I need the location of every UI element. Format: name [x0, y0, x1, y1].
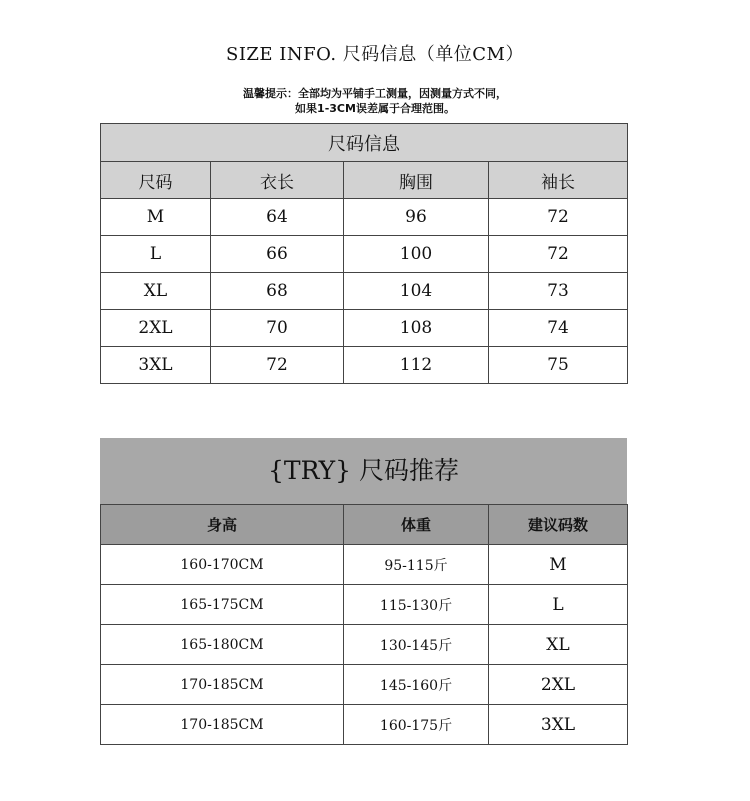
page-title: SIZE INFO. 尺码信息（单位CM）	[225, 44, 524, 65]
cell-sleeve: 72	[489, 236, 628, 273]
table-row	[101, 585, 628, 625]
table-row	[101, 625, 628, 665]
table-row	[101, 665, 628, 705]
table-row	[101, 347, 628, 384]
cell-size: M	[101, 199, 211, 236]
header-length: 衣长	[211, 162, 344, 199]
size-table-caption: 尺码信息	[101, 124, 628, 162]
cell-height: 165-180CM	[101, 625, 344, 665]
cell-weight: 115-130斤	[344, 585, 489, 625]
cell-suggested-size: 2XL	[489, 665, 628, 705]
size-info-table	[100, 123, 628, 384]
cell-suggested-size: 3XL	[489, 705, 628, 745]
cell-length: 72	[211, 347, 344, 384]
cell-sleeve: 72	[489, 199, 628, 236]
cell-suggested-size: L	[489, 585, 628, 625]
table-row	[101, 310, 628, 347]
cell-chest: 112	[344, 347, 489, 384]
header-size: 尺码	[101, 162, 211, 199]
cell-chest: 108	[344, 310, 489, 347]
table-row	[101, 273, 628, 310]
cell-weight: 160-175斤	[344, 705, 489, 745]
cell-weight: 130-145斤	[344, 625, 489, 665]
table-row	[101, 199, 628, 236]
cell-suggested-size: XL	[489, 625, 628, 665]
table-row	[101, 545, 628, 585]
cell-sleeve: 73	[489, 273, 628, 310]
notice-line-1: 温馨提示：全部均为平铺手工测量，因测量方式不同，	[243, 87, 507, 100]
cell-height: 170-185CM	[101, 705, 344, 745]
cell-height: 160-170CM	[101, 545, 344, 585]
cell-weight: 145-160斤	[344, 665, 489, 705]
cell-chest: 104	[344, 273, 489, 310]
cell-size: XL	[101, 273, 211, 310]
cell-size: 2XL	[101, 310, 211, 347]
cell-height: 165-175CM	[101, 585, 344, 625]
cell-height: 170-185CM	[101, 665, 344, 705]
cell-length: 66	[211, 236, 344, 273]
header-weight: 体重	[344, 505, 489, 545]
table-row	[101, 236, 628, 273]
cell-sleeve: 75	[489, 347, 628, 384]
cell-sleeve: 74	[489, 310, 628, 347]
cell-length: 68	[211, 273, 344, 310]
header-sleeve: 袖长	[489, 162, 628, 199]
recommend-title: {TRY} 尺码推荐	[100, 438, 627, 504]
cell-weight: 95-115斤	[344, 545, 489, 585]
cell-length: 70	[211, 310, 344, 347]
size-recommend-table	[100, 504, 628, 745]
notice-line-2: 如果1-3CM误差属于合理范围。	[295, 102, 455, 115]
cell-chest: 96	[344, 199, 489, 236]
header-chest: 胸围	[344, 162, 489, 199]
cell-chest: 100	[344, 236, 489, 273]
cell-size: L	[101, 236, 211, 273]
cell-size: 3XL	[101, 347, 211, 384]
cell-length: 64	[211, 199, 344, 236]
cell-suggested-size: M	[489, 545, 628, 585]
table-row	[101, 705, 628, 745]
header-height: 身高	[101, 505, 344, 545]
header-suggested-size: 建议码数	[489, 505, 628, 545]
